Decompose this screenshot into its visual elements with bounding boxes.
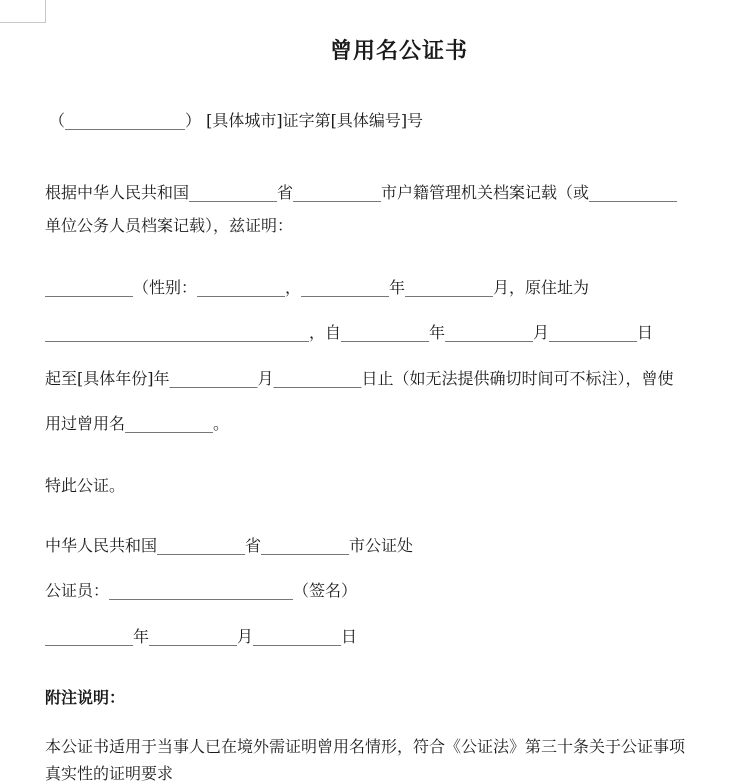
notes-line-1: 本公证书适用于当事人已在境外需证明曾用名情形，符合《公证法》第三十条关于公证事项 xyxy=(45,737,686,756)
issue-date-line: ___________年___________月___________日 xyxy=(45,627,358,646)
notary-office-line: 中华人民共和国___________省___________市公证处 xyxy=(45,536,414,555)
notes-heading: 附注说明： xyxy=(45,688,126,707)
details-paragraph-line-2: _________________________________，自___________年___________月___________日 xyxy=(45,323,654,342)
closing-statement: 特此公证。 xyxy=(45,476,126,495)
certificate-number-line: （_______________） [具体城市]证字第[具体编号]号 xyxy=(49,111,424,130)
details-paragraph-line-4: 用过曾用名___________。 xyxy=(45,414,230,433)
notes-line-2: 真实性的证明要求 xyxy=(45,764,174,783)
details-paragraph-line-3: 起至[具体年份]年___________月___________日止（如无法提供确切时间可不标注），曾使 xyxy=(45,369,674,388)
certification-paragraph-line-1: 根据中华人民共和国___________省___________市户籍管理机关档案记载（或___________ xyxy=(45,183,678,202)
document-title: 曾用名公证书 xyxy=(329,38,468,64)
certification-paragraph-line-2: 单位公务人员档案记载），兹证明： xyxy=(45,216,294,235)
notary-signature-line: 公证员：_______________________（签名） xyxy=(45,581,358,600)
page-corner-mark xyxy=(0,0,46,23)
details-paragraph-line-1: ___________（性别：___________，___________年___________月，原住址为 xyxy=(45,278,590,297)
